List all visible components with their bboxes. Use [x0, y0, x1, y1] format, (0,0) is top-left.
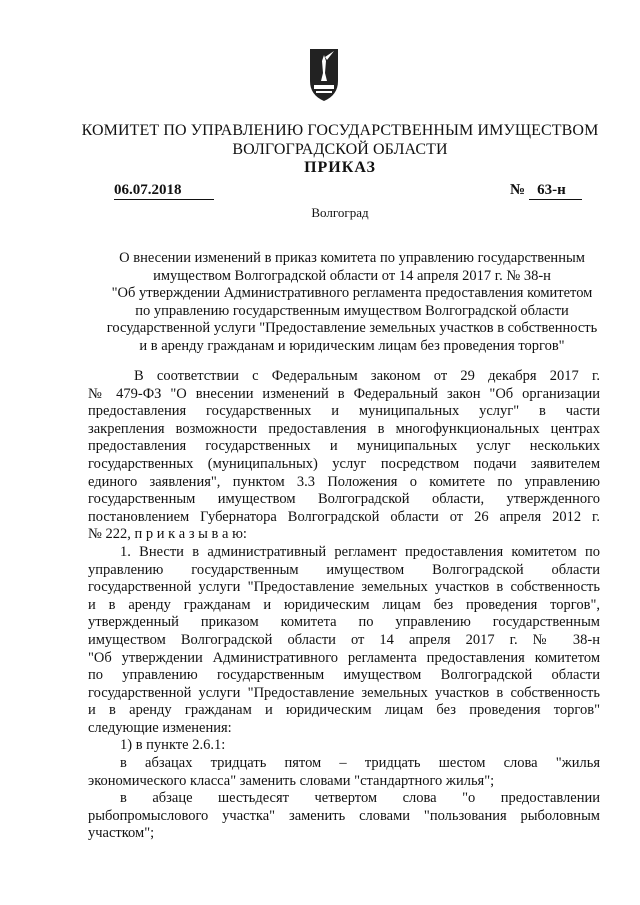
order-date-field — [114, 182, 214, 200]
body-line: по управлению государственным имуществом Волгоградской области — [88, 667, 600, 684]
order-date: 06.07.2018 — [114, 182, 214, 200]
item-1-paragraph — [88, 544, 600, 738]
body-line: государственной услуги "Предоставление земельных участков в собственность — [88, 579, 600, 596]
body-line: управлению государственным имуществом Волгоградской области — [88, 561, 600, 578]
body-line: и в аренду гражданам и юридическим лицам без проведения торгов", — [88, 596, 600, 613]
heading-line: "Об утверждении Административного регламента предоставления комитетом — [111, 285, 593, 301]
body-line: и в аренду гражданам и юридическим лицам без проведения торгов" — [88, 702, 600, 719]
body-line: в абзаце шестьдесят четвертом слова "о предоставлении — [120, 790, 600, 807]
body-line: утвержденный приказом комитета по управлению государственным — [88, 614, 600, 631]
body-line: закрепления возможности предоставления в многофункциональных центрах — [88, 420, 600, 437]
subitem-1b-paragraph — [88, 790, 600, 843]
heading-line: и в аренду гражданам и юридическим лицам без проведения торгов" — [139, 337, 565, 354]
heading-line: государственной услуги "Предоставление земельных участков в собственность — [106, 320, 598, 336]
body-line: № 479-ФЗ "О внесении изменений в Федеральный закон "Об организации — [88, 385, 600, 402]
body-line: в абзацах тридцать пятом – тридцать шестом слова "жилья — [120, 755, 600, 772]
order-heading — [92, 250, 612, 355]
body-line-order-verb: № 222, п р и к а з ы в а ю: — [88, 526, 247, 543]
body-line: предоставления государственных и муниципальных услуг нескольких — [88, 438, 600, 455]
order-number-field — [510, 182, 582, 200]
body-line: 1. Внести в административный регламент предоставления комитетом по — [120, 543, 600, 560]
org-line-2: ВОЛГОГРАДСКОЙ ОБЛАСТИ — [232, 141, 448, 158]
body-line: государственных (муниципальных) услуг посредством подачи заявителем — [88, 455, 600, 472]
body-line: участком"; — [88, 825, 155, 842]
subitem-title: 1) в пункте 2.6.1: — [120, 737, 226, 754]
body-line: имуществом Волгоградской области от 14 апреля 2017 г. № 38-н — [88, 631, 600, 648]
heading-line: О внесении изменений в приказ комитета по управлению государственным — [119, 250, 585, 266]
org-line-1: КОМИТЕТ ПО УПРАВЛЕНИЮ ГОСУДАРСТВЕННЫМ ИМУЩЕСТВОМ — [81, 122, 599, 139]
body-line: В соответствии с Федеральным законом от 29 декабря 2017 г. — [134, 368, 600, 384]
body-line: единого заявления", пунктом 3.3 Положения о комитете по управлению — [88, 473, 600, 490]
body-line: следующие изменения: — [88, 719, 232, 736]
body-line: государственной услуги "Предоставление земельных участков в собственность — [88, 684, 600, 701]
order-number: 63-н — [529, 182, 582, 200]
subitem-1a-paragraph — [88, 755, 600, 790]
order-body — [88, 368, 600, 843]
body-line: постановлением Губернатора Волгоградской области от 26 апреля 2012 г. — [88, 508, 600, 525]
heading-line: имуществом Волгоградской области от 14 апреля 2017 г. № 38-н — [153, 267, 551, 284]
body-line: государственным имуществом Волгоградской области, утвержденного — [88, 491, 600, 508]
document-type: ПРИКАЗ — [304, 159, 376, 176]
organization-name — [60, 121, 620, 159]
heading-line: по управлению государственным имуществом Волгоградской области — [135, 302, 569, 319]
city-name: Волгоград — [311, 205, 369, 220]
body-line: экономического класса" заменить словами "стандартного жилья"; — [88, 772, 495, 789]
number-sign: № — [510, 182, 526, 198]
coat-of-arms-icon — [308, 47, 340, 103]
body-line: рыбопромыслового участка" заменить словами "пользования рыболовным — [88, 807, 600, 824]
body-line: "Об утверждении Административного регламента предоставления комитетом — [88, 649, 600, 666]
body-line: предоставления государственных и муниципальных услуг" в части — [88, 403, 600, 420]
preamble-paragraph — [88, 368, 600, 544]
